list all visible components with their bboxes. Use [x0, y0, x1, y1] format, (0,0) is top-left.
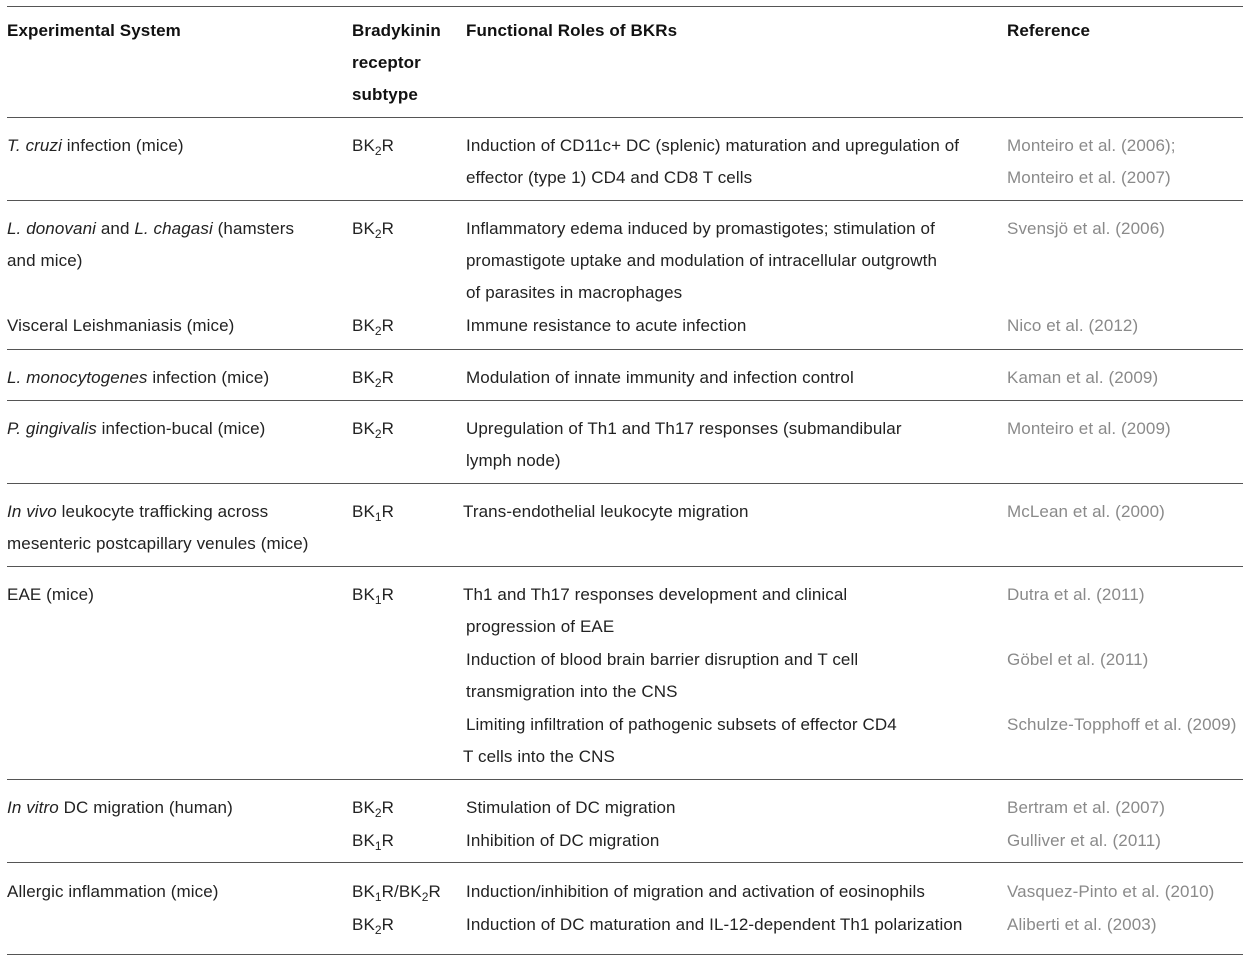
system-text: DC migration (human): [58, 798, 233, 817]
receptor-cell: $BK_2R$: [352, 136, 395, 158]
species-name: L. donovani: [7, 219, 97, 238]
species-name: P. gingivalis: [7, 419, 97, 438]
system-text: infection-bucal (mice): [96, 419, 266, 438]
system-cell: [7, 413, 265, 446]
system-cell-line2: and mice): [7, 251, 83, 270]
receptor-cell: $BK_1R$: [352, 502, 395, 524]
system-cell-line2: mesenteric postcapillary venules (mice): [7, 534, 309, 553]
header-rule: [7, 117, 1243, 118]
role-line: Modulation of innate immunity and infection control: [466, 368, 854, 387]
reference-link[interactable]: Dutra et al. (2011): [1007, 585, 1145, 604]
reference-link[interactable]: Aliberti et al. (2003): [1007, 915, 1157, 934]
receptor-cell: $BK_1R$: [352, 831, 395, 853]
species-name: T. cruzi: [7, 136, 62, 155]
row-divider: [7, 483, 1243, 484]
system-text: infection (mice): [147, 368, 270, 387]
reference-link[interactable]: Nico et al. (2012): [1007, 316, 1139, 335]
receptor-cell: $BK_2R$: [352, 419, 395, 441]
reference-link[interactable]: Bertram et al. (2007): [1007, 798, 1165, 817]
header-functional-roles: Functional Roles of BKRs: [466, 21, 678, 40]
system-text: leukocyte trafficking across: [56, 502, 269, 521]
receptor-cell: $BK_1R/BK_2R$: [352, 882, 441, 904]
reference-link[interactable]: Monteiro et al. (2007): [1007, 168, 1171, 187]
system-text: (hamsters: [212, 219, 295, 238]
species-name: In vitro: [7, 798, 59, 817]
table-bottom-rule: [7, 954, 1243, 955]
system-cell: [7, 130, 184, 163]
row-divider: [7, 349, 1243, 350]
reference-link[interactable]: Gulliver et al. (2011): [1007, 831, 1162, 850]
receptor-cell: $BK_2R$: [352, 915, 395, 937]
role-line: Trans-endothelial leukocyte migration: [463, 502, 749, 521]
role-line: Induction of CD11c+ DC (splenic) maturation and upregulation of: [466, 136, 960, 155]
row-divider: [7, 862, 1243, 863]
row-divider: [7, 779, 1243, 780]
system-text: and: [96, 219, 135, 238]
table-top-rule: [7, 6, 1243, 7]
role-line: Upregulation of Th1 and Th17 responses (submandibular: [466, 419, 902, 438]
row-divider: [7, 566, 1243, 567]
header-receptor-subtype-line2: receptor: [352, 53, 421, 72]
reference-link[interactable]: Göbel et al. (2011): [1007, 650, 1149, 669]
role-line: Immune resistance to acute infection: [466, 316, 747, 335]
receptor-cell: $BK_1R$: [352, 585, 395, 607]
role-line: Th1 and Th17 responses development and clinical: [463, 585, 848, 604]
role-line: Inhibition of DC migration: [466, 831, 660, 850]
header-receptor-subtype-line1: Bradykinin: [352, 21, 441, 40]
system-cell: Allergic inflammation (mice): [7, 882, 219, 901]
reference-link[interactable]: Vasquez-Pinto et al. (2010): [1007, 882, 1215, 901]
header-experimental-system: Experimental System: [7, 21, 181, 40]
role-line: Limiting infiltration of pathogenic subsets of effector CD4: [466, 715, 897, 734]
reference-link[interactable]: Schulze-Topphoff et al. (2009): [1007, 715, 1237, 734]
receptor-cell: $BK_2R$: [352, 219, 395, 241]
reference-link[interactable]: McLean et al. (2000): [1007, 502, 1165, 521]
header-receptor-subtype-line3: subtype: [352, 85, 418, 104]
role-line: transmigration into the CNS: [466, 682, 678, 701]
row-divider: [7, 400, 1243, 401]
header-reference: Reference: [1007, 21, 1091, 40]
reference-link[interactable]: Monteiro et al. (2006);: [1007, 136, 1176, 155]
role-line: lymph node): [466, 451, 561, 470]
role-line: T cells into the CNS: [463, 747, 615, 766]
reference-link[interactable]: Kaman et al. (2009): [1007, 368, 1159, 387]
system-cell: [7, 496, 268, 529]
role-line: progression of EAE: [466, 617, 615, 636]
role-line: effector (type 1) CD4 and CD8 T cells: [466, 168, 753, 187]
species-name: L. chagasi: [134, 219, 213, 238]
species-name: In vivo: [7, 502, 57, 521]
system-cell: [7, 362, 269, 395]
receptor-cell: $BK_2R$: [352, 798, 395, 820]
receptor-cell: $BK_2R$: [352, 316, 395, 338]
system-cell: EAE (mice): [7, 585, 94, 604]
reference-link[interactable]: Svensjö et al. (2006): [1007, 219, 1166, 238]
system-cell: [7, 792, 233, 825]
row-divider: [7, 200, 1243, 201]
role-line: Induction of blood brain barrier disruption and T cell: [466, 650, 859, 669]
system-cell: Visceral Leishmaniasis (mice): [7, 316, 235, 335]
role-line: Stimulation of DC migration: [466, 798, 676, 817]
receptor-cell: $BK_2R$: [352, 368, 395, 390]
system-text: infection (mice): [61, 136, 184, 155]
role-line: Induction of DC maturation and IL-12-dependent Th1 polarization: [466, 915, 963, 934]
role-line: Induction/inhibition of migration and activation of eosinophils: [466, 882, 925, 901]
role-line: of parasites in macrophages: [466, 283, 683, 302]
species-name: L. monocytogenes: [7, 368, 148, 387]
reference-link[interactable]: Monteiro et al. (2009): [1007, 419, 1171, 438]
role-line: promastigote uptake and modulation of intracellular outgrowth: [466, 251, 938, 270]
system-cell: [7, 213, 294, 246]
role-line: Inflammatory edema induced by promastigotes; stimulation of: [466, 219, 935, 238]
